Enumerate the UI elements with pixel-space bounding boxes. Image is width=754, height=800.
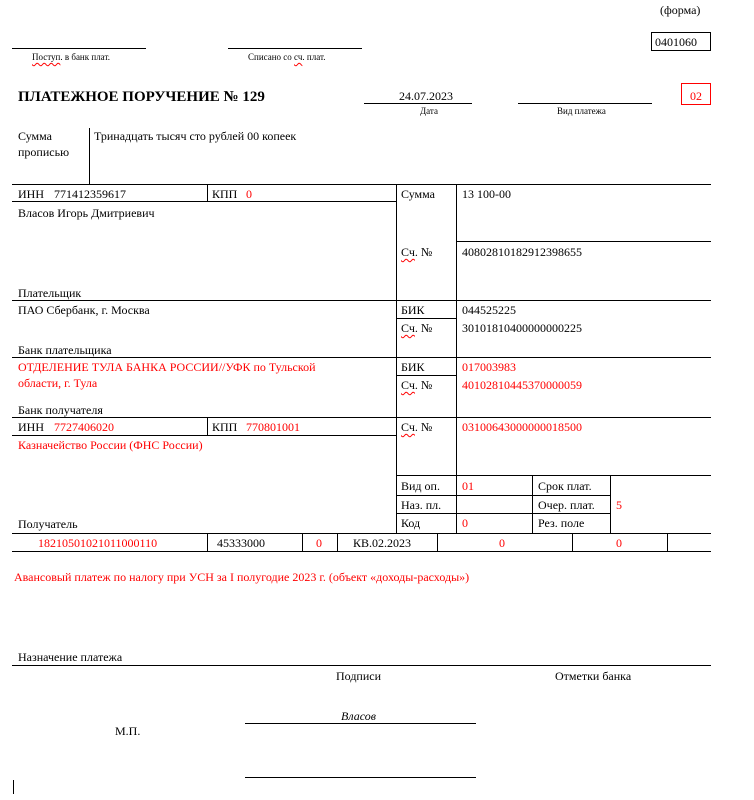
received-label: Поступ. в банк плат. xyxy=(32,52,110,62)
page-title: ПЛАТЕЖНОЕ ПОРУЧЕНИЕ № 129 xyxy=(18,89,265,105)
op-type-label: Вид оп. xyxy=(401,479,440,493)
tax-v1 xyxy=(207,533,208,551)
grid-line-payer xyxy=(12,300,711,301)
tax-period: КВ.02.2023 xyxy=(353,536,412,550)
payer-kpp: 0 xyxy=(246,187,252,201)
grid-line-op1 xyxy=(396,475,711,476)
tax-v4 xyxy=(437,533,438,551)
purpose-label: Назначение платежа xyxy=(18,650,123,664)
payer-bank-role-label: Банк плательщика xyxy=(18,343,112,357)
text-cursor xyxy=(13,780,14,794)
grid-line-op2 xyxy=(396,495,610,496)
payer-bank-name: ПАО Сбербанк, г. Москва xyxy=(18,303,150,317)
amount-words-divider xyxy=(89,128,90,184)
op-purpose-label: Наз. пл. xyxy=(401,498,442,512)
op-order: 5 xyxy=(616,498,622,512)
bank-marks-label: Отметки банка xyxy=(555,669,632,683)
stamp-label: М.П. xyxy=(115,724,141,738)
signatures-label: Подписи xyxy=(336,669,382,683)
payee-account-label: Сч. № xyxy=(401,420,433,434)
op-type: 01 xyxy=(462,479,474,493)
date-line xyxy=(364,103,472,104)
payer-account-label: Сч. № xyxy=(401,245,433,259)
tax-kbk: 18210501021011000110 xyxy=(38,536,158,550)
payer-bank-bik-label: БИК xyxy=(401,303,425,317)
grid-line-tax xyxy=(12,551,711,552)
payer-kpp-label: КПП xyxy=(212,187,238,201)
payer-bank-account: 30101810400000000225 xyxy=(462,321,582,335)
payee-inn-label: ИНН xyxy=(18,420,44,434)
tax-v3 xyxy=(337,533,338,551)
debited-label: Списано со сч. плат. xyxy=(248,52,326,62)
payee-role-label: Получатель xyxy=(18,517,78,531)
tax-v2 xyxy=(302,533,303,551)
payee-name: Казначейство России (ФНС России) xyxy=(18,438,203,452)
payer-name: Власов Игорь Дмитриевич xyxy=(18,206,155,220)
payee-bank-account: 40102810445370000059 xyxy=(462,378,582,392)
grid-line-bik1 xyxy=(396,318,456,319)
payee-bank-name-2: области, г. Тула xyxy=(18,376,98,390)
payee-bank-account-label: Сч. № xyxy=(401,378,433,392)
op-reserve-label: Рез. поле xyxy=(538,516,585,530)
amount-label: Сумма xyxy=(401,187,435,201)
payee-bank-role-label: Банк получателя xyxy=(18,403,103,417)
grid-v-op xyxy=(532,475,533,533)
grid-v-op2 xyxy=(610,475,611,533)
op-code-label: Код xyxy=(401,516,421,530)
grid-line-bik2 xyxy=(396,375,456,376)
grid-v-left xyxy=(396,184,397,533)
tax-oktmo: 45333000 xyxy=(217,536,265,550)
tax-doc-date: 0 xyxy=(616,536,622,550)
amount-words-label-1: Сумма xyxy=(18,129,52,143)
debited-line xyxy=(228,48,362,49)
grid-v-kpp2 xyxy=(207,417,208,435)
grid-line-bottom xyxy=(12,533,711,534)
grid-line-amount xyxy=(456,241,711,242)
payee-account: 03100643000000018500 xyxy=(462,420,582,434)
signature-line-2 xyxy=(245,777,476,778)
payment-type-label: Вид платежа xyxy=(557,106,606,116)
purpose-line xyxy=(12,665,711,666)
purpose-text: Авансовый платеж по налогу при УСН за I полугодие 2023 г. (объект «доходы-расходы») xyxy=(14,570,470,584)
grid-line-inn xyxy=(12,201,396,202)
payee-kpp-label: КПП xyxy=(212,420,238,434)
payee-kpp: 770801001 xyxy=(246,420,300,434)
payee-bank-bik-label: БИК xyxy=(401,360,425,374)
received-line xyxy=(12,48,146,49)
payee-inn: 7727406020 xyxy=(54,420,114,434)
payee-bank-name-1: ОТДЕЛЕНИЕ ТУЛА БАНКА РОССИИ//УФК по Тульской xyxy=(18,360,316,374)
grid-line-payee-bank xyxy=(12,417,711,418)
payer-inn: 771412359617 xyxy=(54,187,126,201)
signature: Власов xyxy=(341,709,376,723)
tax-v6 xyxy=(667,533,668,551)
amount-words-label-2: прописью xyxy=(18,145,70,159)
form-label: (форма) xyxy=(660,3,701,17)
amount-words-value: Тринадцать тысяч сто рублей 00 копеек xyxy=(94,129,297,143)
signature-line-1 xyxy=(245,723,476,724)
grid-v-right xyxy=(456,184,457,533)
payer-role-label: Плательщик xyxy=(18,286,82,300)
payer-bank-bik: 044525225 xyxy=(462,303,516,317)
grid-line-op3 xyxy=(396,513,610,514)
payer-bank-account-label: Сч. № xyxy=(401,321,433,335)
form-code: 0401060 xyxy=(655,35,697,49)
payer-account: 40802810182912398655 xyxy=(462,245,582,259)
op-due-label: Срок плат. xyxy=(538,479,592,493)
grid-v-kpp1 xyxy=(207,184,208,201)
op-order-label: Очер. плат. xyxy=(538,498,595,512)
tax-v5 xyxy=(572,533,573,551)
tax-basis: 0 xyxy=(316,536,322,550)
date-label: Дата xyxy=(420,106,438,116)
amount-value: 13 100-00 xyxy=(462,187,511,201)
grid-line-payer-bank xyxy=(12,357,711,358)
payer-inn-label: ИНН xyxy=(18,187,44,201)
payee-bank-bik: 017003983 xyxy=(462,360,516,374)
grid-line-payee-inn xyxy=(12,435,396,436)
tax-doc-number: 0 xyxy=(499,536,505,550)
grid-line-top xyxy=(12,184,711,185)
date-value: 24.07.2023 xyxy=(399,89,453,103)
payment-type-line xyxy=(518,103,652,104)
status-code: 02 xyxy=(690,89,702,103)
op-code: 0 xyxy=(462,516,468,530)
